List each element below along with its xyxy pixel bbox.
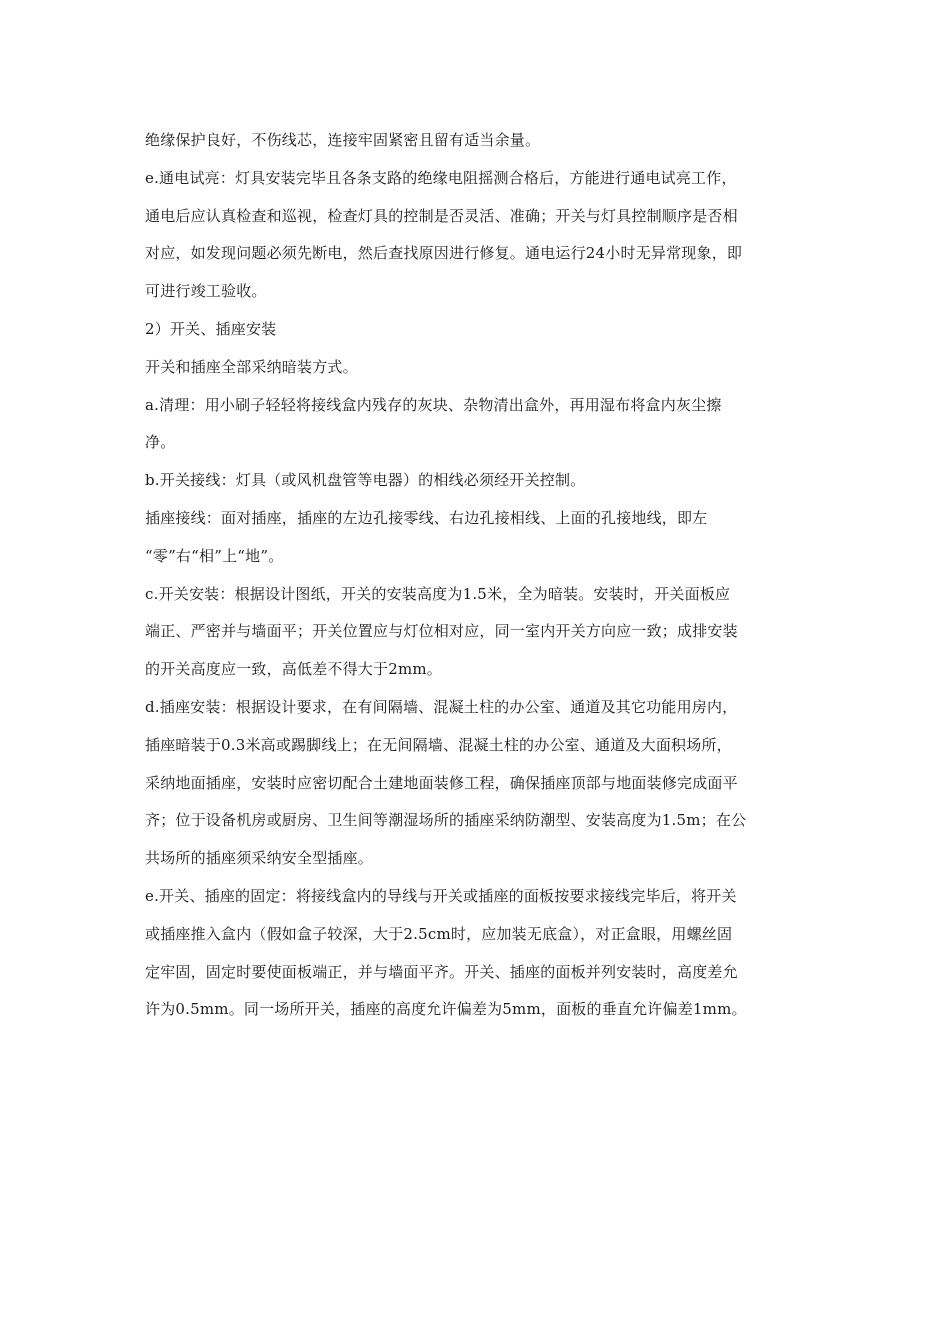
text-line: a.清理：用小刷子轻轻将接线盒内残存的灰块、杂物清出盒外，再用湿布将盒内灰尘擦 bbox=[145, 395, 722, 414]
text-line: e.通电试亮：灯具安装完毕且各条支路的绝缘电阻摇测合格后，方能进行通电试亮工作， bbox=[145, 168, 737, 187]
text-line: c.开关安装：根据设计图纸，开关的安装高度为1.5米，全为暗装。安装时，开关面板应 bbox=[145, 584, 731, 603]
text-line: 净。 bbox=[145, 433, 176, 452]
text-line: 开关和插座全部采纳暗装方式。 bbox=[145, 357, 358, 376]
document-body bbox=[145, 122, 810, 1029]
text-line: 通电后应认真检查和巡视，检查灯具的控制是否灵活、准确；开关与灯具控制顺序是否相 bbox=[145, 206, 738, 225]
text-line: 共场所的插座须采纳安全型插座。 bbox=[145, 849, 374, 868]
text-line: 插座接线：面对插座，插座的左边孔接零线、右边孔接相线、上面的孔接地线，即左 bbox=[145, 508, 708, 527]
text-line: 绝缘保护良好，不伤线芯，连接牢固紧密且留有适当余量。 bbox=[145, 131, 541, 149]
text-line: 齐；位于设备机房或厨房、卫生间等潮湿场所的插座采纳防潮型、安装高度为1.5m；在公 bbox=[145, 811, 747, 830]
text-line: 对应，如发现问题必须先断电，然后查找原因进行修复。通电运行24小时无异常现象，即 bbox=[145, 244, 743, 263]
text-line: 许为0.5mm。同一场所开关，插座的高度允许偏差为5mm，面板的垂直允许偏差1mm。 bbox=[145, 1000, 747, 1019]
text-line: 插座暗装于0.3米高或踢脚线上；在无间隔墙、混凝土柱的办公室、通道及大面积场所， bbox=[145, 735, 732, 754]
text-line: 或插座推入盒内（假如盒子较深，大于2.5cm时，应加装无底盒），对正盒眼，用螺丝固 bbox=[145, 924, 733, 943]
text-line: 采纳地面插座，安装时应密切配合土建地面装修工程，确保插座顶部与地面装修完成面平 bbox=[145, 773, 738, 792]
text-line: 的开关高度应一致，高低差不得大于2mm。 bbox=[145, 660, 442, 679]
text-line: b.开关接线：灯具（或风机盘管等电器）的相线必须经开关控制。 bbox=[145, 471, 586, 490]
text-line: e.开关、插座的固定：将接线盒内的导线与开关或插座的面板按要求接线完毕后，将开关 bbox=[145, 886, 737, 905]
text-line: “零”右“相”上“地”。 bbox=[145, 546, 284, 565]
text-line: 端正、严密并与墙面平；开关位置应与灯位相对应，同一室内开关方向应一致；成排安装 bbox=[145, 622, 738, 641]
text-line: d.插座安装：根据设计要求，在有间隔墙、混凝土柱的办公室、通道及其它功能用房内， bbox=[145, 697, 738, 716]
section-heading: 2）开关、插座安装 bbox=[145, 319, 277, 338]
text-line: 可进行竣工验收。 bbox=[145, 282, 267, 301]
text-line: 定牢固，固定时要使面板端正，并与墙面平齐。开关、插座的面板并列安装时，高度差允 bbox=[145, 962, 738, 981]
